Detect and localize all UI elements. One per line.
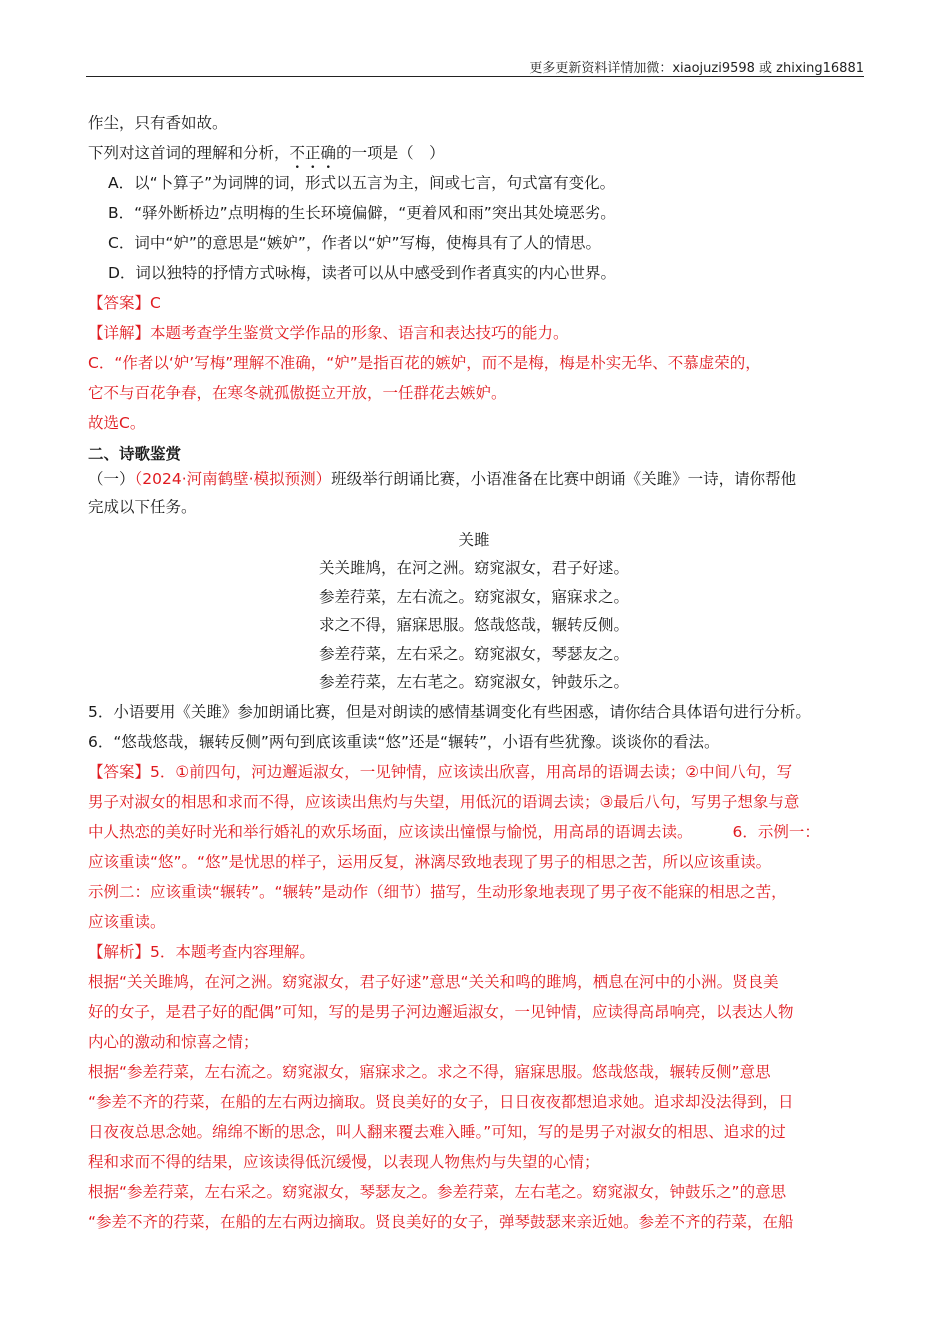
section-intro-2: 完成以下任务。 (88, 498, 197, 516)
answer-line (88, 288, 860, 318)
analysis-line: 内心的激动和惊喜之情； (88, 1032, 259, 1051)
document-body (88, 108, 860, 1237)
analysis-head-line (88, 937, 860, 967)
answer-block-line: 示例二：应该重读“辗转”。“辗转”是动作（细节）描写，生动形象地表现了男子夜不能寐的相思之苦， (88, 882, 787, 901)
option-d: D．词以独特的抒情方式咏梅，读者可以从中感受到作者真实的内心世界。 (108, 264, 616, 282)
analysis-line: 好的女子，是君子好的配偶”可知，写的是男子河边邂逅淑女，一见钟情，应读得高昂响亮，以表达人物 (88, 1002, 794, 1021)
answer-block-line-1 (88, 757, 860, 787)
explain-line-1: C．“作者以‘妒’写梅”理解不准确，“妒”是指百花的嫉妒，而不是梅，梅是朴实无华、不慕虚荣的， (88, 354, 761, 372)
question-4-stem (88, 138, 860, 168)
poem-line: 参差荇菜，左右芼之。窈窕淑女，钟鼓乐之。 (318, 673, 629, 691)
analysis-tag: 【解析】 (88, 942, 151, 961)
question-4-emphasis: 不正确 (289, 144, 337, 162)
detail-line (88, 318, 860, 348)
header-divider (86, 76, 864, 77)
analysis-line: 根据“关关雎鸠，在河之洲。窈窕淑女，君子好逑”意思“关关和鸣的雎鸠，栖息在河中的小洲。贤良美 (88, 972, 779, 991)
detail-tag: 【详解】 (88, 324, 151, 342)
answer-tag: 【答案】 (88, 762, 151, 781)
poem-line: 关关雎鸠，在河之洲。窈窕淑女，君子好逑。 (318, 559, 629, 577)
option-b: B．“驿外断桥边”点明梅的生长环境偏僻，“更着风和雨”突出其处境恶劣。 (108, 204, 616, 222)
poem-line: 求之不得，寤寐思服。悠哉悠哉，辗转反侧。 (318, 616, 629, 634)
analysis-line: 根据“参差荇菜，左右采之。窈窕淑女，琴瑟友之。参差荇菜，左右芼之。窈窕淑女，钟鼓乐之”的意思 (88, 1182, 787, 1201)
question-4-stem-b: 的一项是（ ） (336, 144, 445, 162)
analysis-line: 程和求而不得的结果，应该读得低沉缓慢，以表现人物焦灼与失望的心情； (88, 1152, 600, 1171)
answer-block-line: 应该重读“悠”。“悠”是忧思的样子，运用反复，淋漓尽致地表现了男子的相思之苦，所以应该重读。 (88, 852, 772, 871)
answer-text: 5．①前四句，河边邂逅淑女，一见钟情，应该读出欣喜，用高昂的语调去读；②中间八句，写 (150, 762, 793, 781)
section-intro-1 (88, 466, 860, 492)
answer-block-line: 男子对淑女的相思和求而不得，应该读出焦灼与失望，用低沉的语调去读；③最后八句，写男子想象与意 (88, 792, 800, 811)
answer-tag: 【答案】 (88, 294, 151, 312)
question-5: 5．小语要用《关雎》参加朗诵比赛，但是对朗读的感情基调变化有些困惑，请你结合具体语句进行分析。 (88, 702, 811, 721)
analysis-line: “参差不齐的荇菜，在船的左右两边摘取。贤良美好的女子，日日夜夜都想追求她。追求却没法得到，日 (88, 1092, 794, 1111)
option-c: C．词中“妒”的意思是“嫉妒”，作者以“妒”写梅，使梅具有了人的情思。 (108, 234, 602, 252)
intro-text-1: 班级举行朗诵比赛，小语准备在比赛中朗诵《关雎》一诗，请你帮他 (331, 470, 797, 488)
question-4-stem-a: 下列对这首词的理解和分析， (88, 144, 290, 162)
option-a: A．以“卜算子”为词牌的词，形式以五言为主，间或七言，句式富有变化。 (108, 174, 616, 192)
conclusion-line: 故选C。 (88, 414, 146, 432)
answer-text: 中人热恋的美好时光和举行婚礼的欢乐场面，应该读出憧憬与愉悦，用高昂的语调去读。 (88, 822, 693, 841)
detail-text: 本题考查学生鉴赏文学作品的形象、语言和表达技巧的能力。 (150, 324, 569, 342)
explain-line-2: 它不与百花争春，在寒冬就孤傲挺立开放，一任群花去嫉妒。 (88, 384, 507, 402)
poem-tail-line: 作尘，只有香如故。 (88, 114, 228, 132)
question-6: 6．“悠哉悠哉，辗转反侧”两句到底该重读“悠”还是“辗转”，小语有些犹豫。谈谈你的看法。 (88, 732, 720, 751)
answer-q6-start: 6．示例一： (732, 822, 820, 841)
analysis-line: “参差不齐的荇菜，在船的左右两边摘取。贤良美好的女子，弹琴鼓瑟来亲近她。参差不齐的荇菜，在船 (88, 1212, 794, 1231)
poem-title: 关雎 (458, 531, 490, 549)
poem-line: 参差荇菜，左右流之。窈窕淑女，寤寐求之。 (318, 587, 629, 606)
section-heading: 二、诗歌鉴赏 (88, 445, 182, 463)
answer-block-line (88, 817, 860, 847)
intro-num: （一） (88, 470, 135, 488)
answer-block-line: 应该重读。 (88, 912, 166, 931)
analysis-line: 日夜夜总思念她。绵绵不断的思念，叫人翻来覆去难入睡。”可知，写的是男子对淑女的相思、追求的过 (88, 1122, 786, 1141)
page-header-note: 更多更新资料详情加微：xiaojuzi9598 或 zhixing16881 (529, 61, 864, 76)
intro-source: （2024·河南鹤壁·模拟预测） (134, 470, 332, 488)
analysis-head: 5．本题考查内容理解。 (150, 942, 315, 961)
poem-line: 参差荇菜，左右采之。窈窕淑女，琴瑟友之。 (318, 644, 629, 663)
answer-value: C (150, 294, 161, 312)
analysis-line: 根据“参差荇菜，左右流之。窈窕淑女，寤寐求之。求之不得，寤寐思服。悠哉悠哉，辗转反侧”意思 (88, 1062, 771, 1081)
